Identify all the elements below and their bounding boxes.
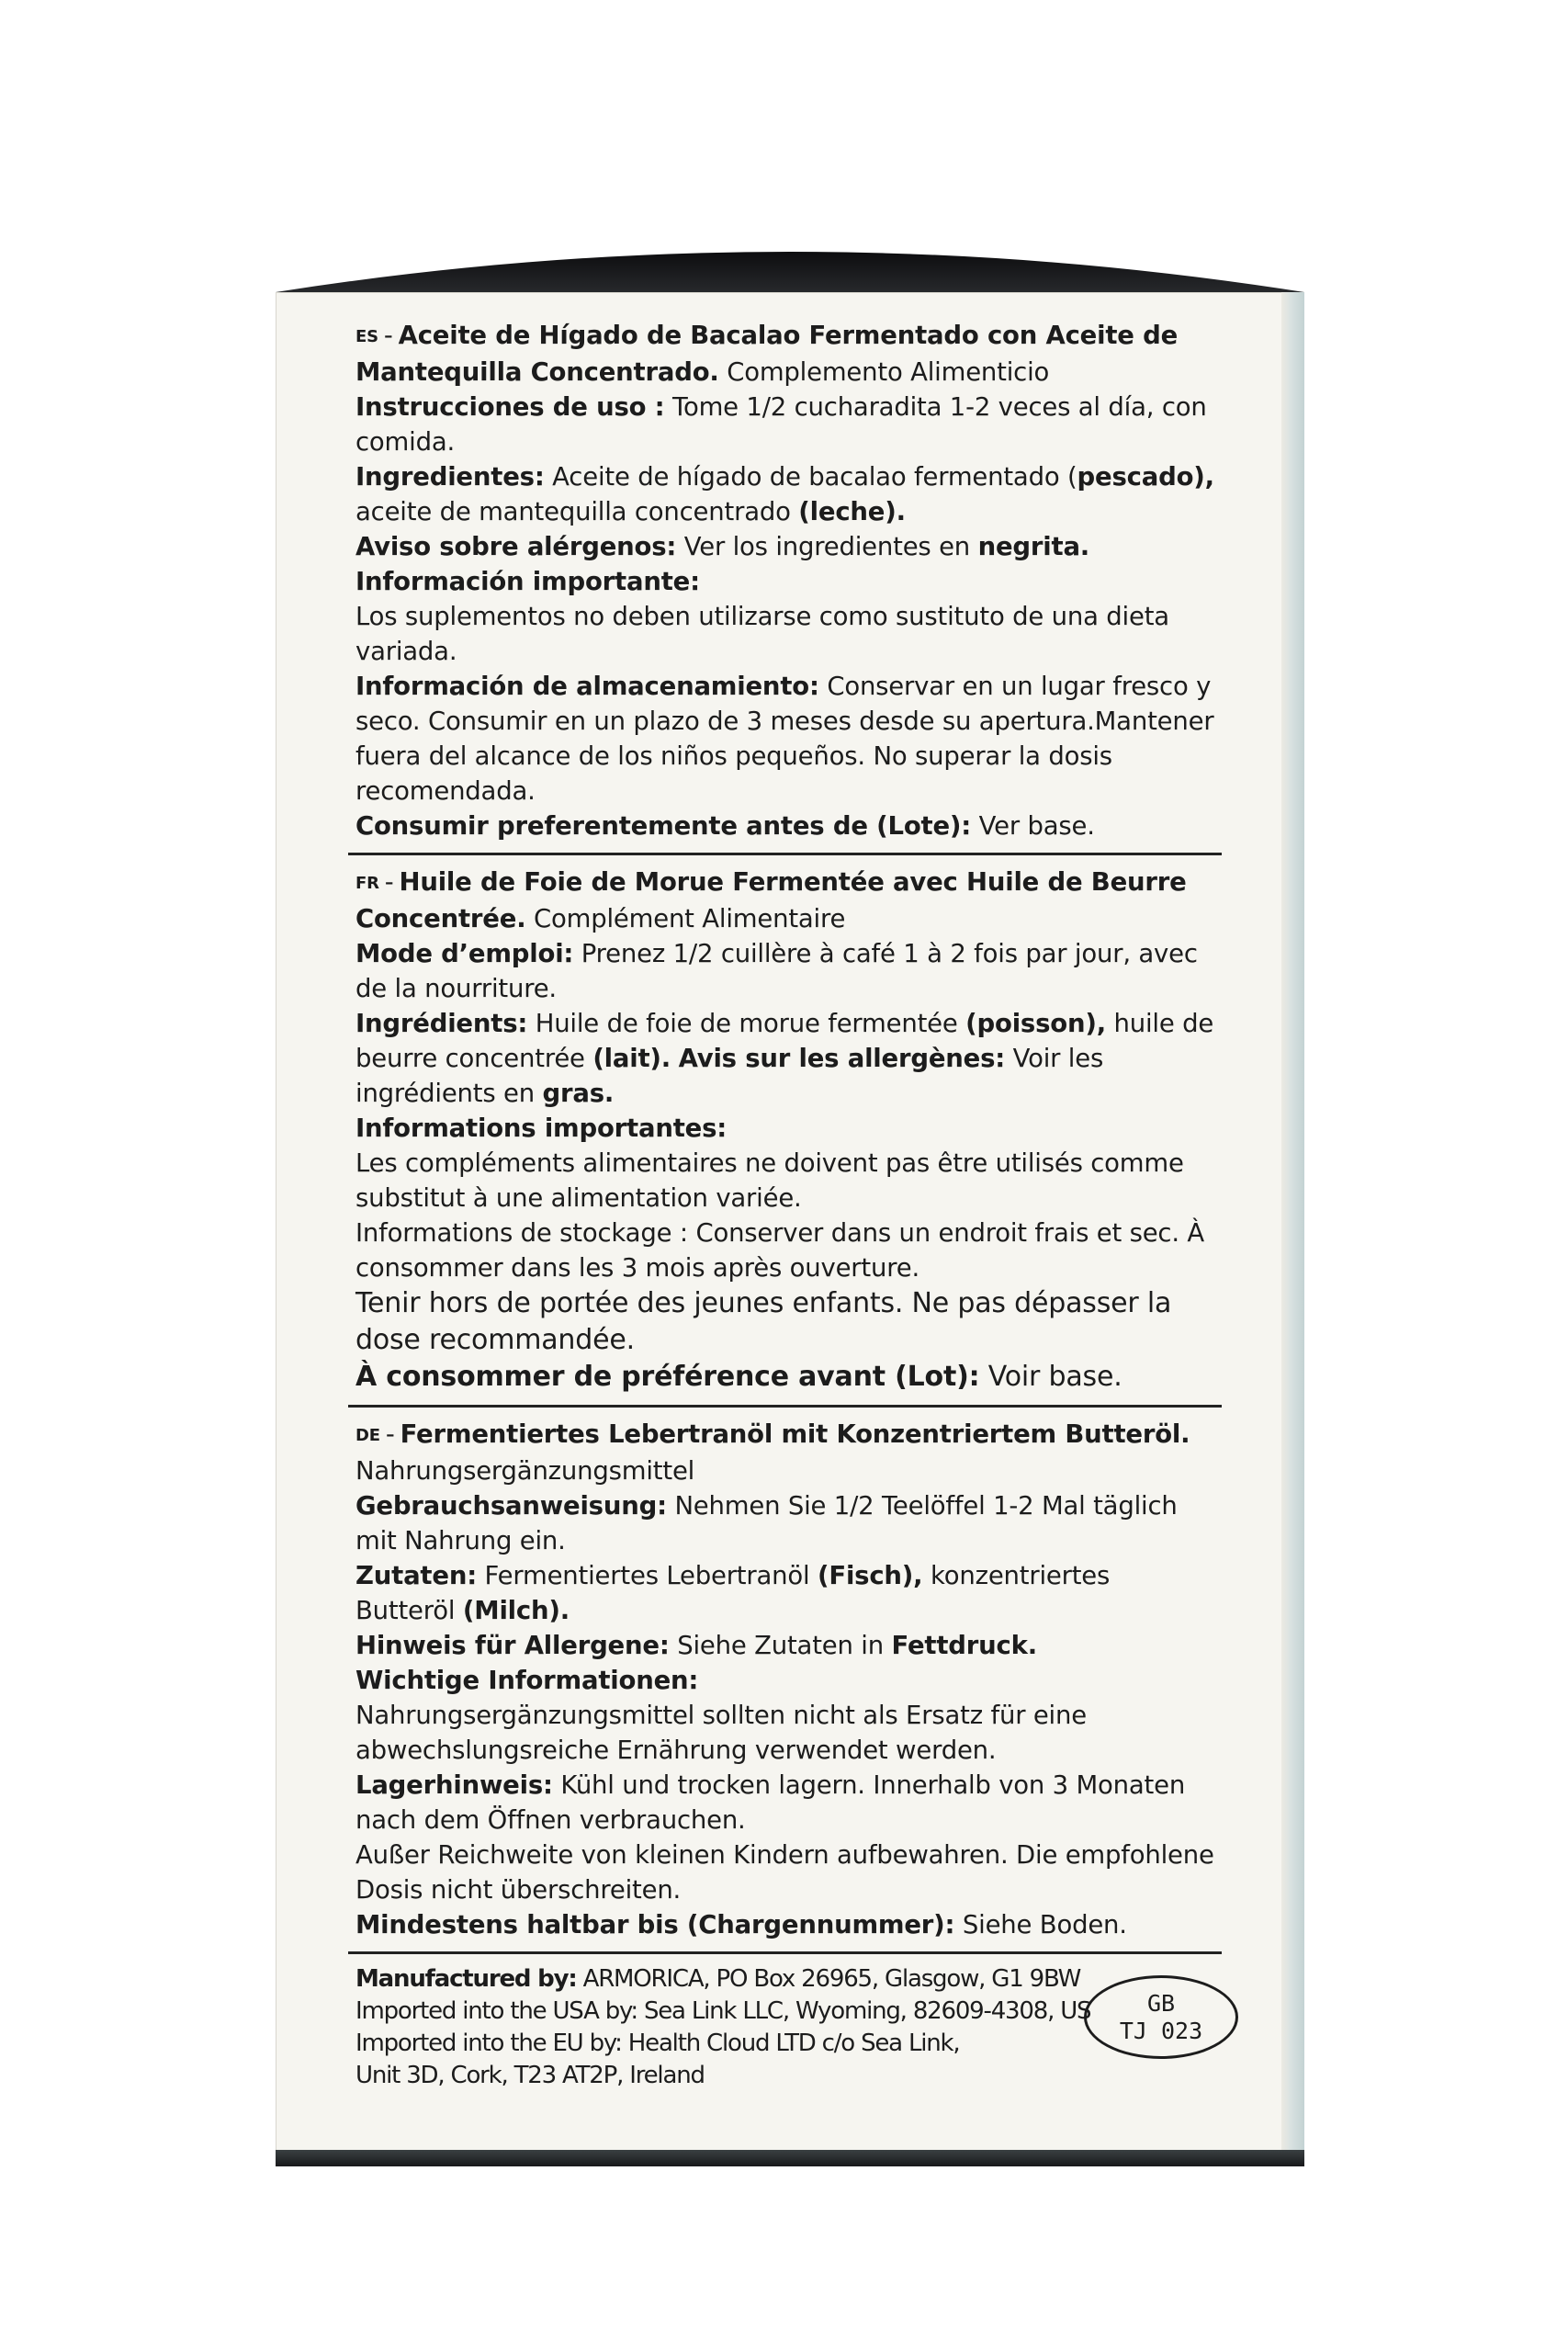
de-usage: Gebrauchsanweisung: Nehmen Sie 1/2 Teelöffel 1-2 Mal täglich mit Nahrung ein.	[355, 1491, 1178, 1555]
fr-important-heading: Informations importantes:	[355, 1114, 728, 1143]
es-allergen: Aviso sobre alérgenos: Ver los ingredientes en negrita.	[355, 532, 1090, 561]
health-mark-country: GB	[1146, 1989, 1176, 2017]
de-subtitle: Nahrungsergänzungsmittel	[355, 1456, 695, 1486]
es-title: ES - Aceite de Hígado de Bacalao Fermentado con Aceite de Mantequilla Concentrado. Complemento Alimenticio	[355, 321, 1179, 387]
es-important-text: Los suplementos no deben utilizarse como sustituto de una dieta variada.	[355, 602, 1169, 666]
fr-title: FR - Huile de Foie de Morue Fermentée avec Huile de Beurre Concentrée. Complément Alimentaire	[355, 867, 1187, 933]
fr-ingredients: Ingrédients: Huile de foie de morue fermentée (poisson), huile de beurre concentrée (lait). Avis sur les allergènes: Voir les ingrédients en gras.	[355, 1009, 1214, 1108]
divider-rule	[348, 1951, 1222, 1954]
es-usage: Instrucciones de uso : Tome 1/2 cucharadita 1-2 veces al día, con comida.	[355, 392, 1207, 457]
eu-importer: Imported into the EU by: Health Cloud LTD c/o Sea Link,	[355, 2030, 960, 2057]
es-bestbefore: Consumir preferentemente antes de (Lote): Ver base.	[355, 811, 1095, 841]
section-es	[355, 318, 1214, 843]
usa-importer: Imported into the USA by: Sea Link LLC, Wyoming, 82609-4308, US	[355, 1997, 1091, 2025]
eu-address: Unit 3D, Cork, T23 AT2P, Ireland	[355, 2062, 705, 2089]
es-ingredients: Ingredientes: Aceite de hígado de bacalao fermentado (pescado), aceite de mantequilla concentrado (leche).	[355, 462, 1214, 526]
health-mark-code: TJ 023	[1119, 2017, 1203, 2044]
fr-bestbefore: À consommer de préférence avant (Lot): Voir base.	[355, 1361, 1122, 1393]
de-title: DE - Fermentiertes Lebertranöl mit Konzentriertem Butteröl.	[355, 1419, 1190, 1449]
section-fr	[355, 865, 1214, 1396]
de-ingredients: Zutaten: Fermentiertes Lebertranöl (Fisch), konzentriertes Butteröl (Milch).	[355, 1561, 1111, 1625]
fr-important-text: Les compléments alimentaires ne doivent pas être utilisés comme substitut à une alimentation variée.	[355, 1148, 1184, 1213]
de-storage: Lagerhinweis: Kühl und trocken lagern. Innerhalb von 3 Monaten nach dem Öffnen verbrauchen.	[355, 1770, 1186, 1835]
manufactured-by: Manufactured by: ARMORICA, PO Box 26965, Glasgow, G1 9BW	[355, 1965, 1081, 1993]
lang-code-de: DE	[355, 1426, 380, 1445]
box-right-edge	[1281, 292, 1304, 2166]
box-bottom-edge	[276, 2150, 1304, 2166]
de-allergen: Hinweis für Allergene: Siehe Zutaten in Fettdruck.	[355, 1631, 1037, 1660]
fr-storage: Informations de stockage : Conserver dans un endroit frais et sec. À consommer dans les 3 mois après ouverture.	[355, 1218, 1205, 1283]
es-important-heading: Información importante:	[355, 567, 700, 596]
health-mark-oval	[1084, 1975, 1238, 2059]
de-children: Außer Reichweite von kleinen Kindern aufbewahren. Die empfohlene Dosis nicht überschreiten.	[355, 1840, 1214, 1905]
divider-rule	[348, 1405, 1222, 1408]
lang-code-es: ES	[355, 327, 378, 346]
label-content	[355, 318, 1214, 2092]
de-bestbefore: Mindestens haltbar bis (Chargennummer): Siehe Boden.	[355, 1910, 1127, 1939]
section-de	[355, 1417, 1214, 1942]
de-important-heading: Wichtige Informationen:	[355, 1666, 699, 1695]
lang-code-fr: FR	[355, 874, 379, 893]
fr-usage: Mode d’emploi: Prenez 1/2 cuillère à café 1 à 2 fois par jour, avec de la nourriture.	[355, 939, 1198, 1003]
divider-rule	[348, 853, 1222, 855]
fr-children: Tenir hors de portée des jeunes enfants. Ne pas dépasser la dose recommandée.	[355, 1287, 1172, 1356]
de-important-text: Nahrungsergänzungsmittel sollten nicht als Ersatz für eine abwechslungsreiche Ernährung verwendet werden.	[355, 1701, 1087, 1765]
es-storage: Información de almacenamiento: Conservar en un lugar fresco y seco. Consumir en un plazo de 3 meses desde su apertura.Mantener fuera del alcance de los niños pequeños. No superar la dosis recomendada.	[355, 672, 1214, 806]
